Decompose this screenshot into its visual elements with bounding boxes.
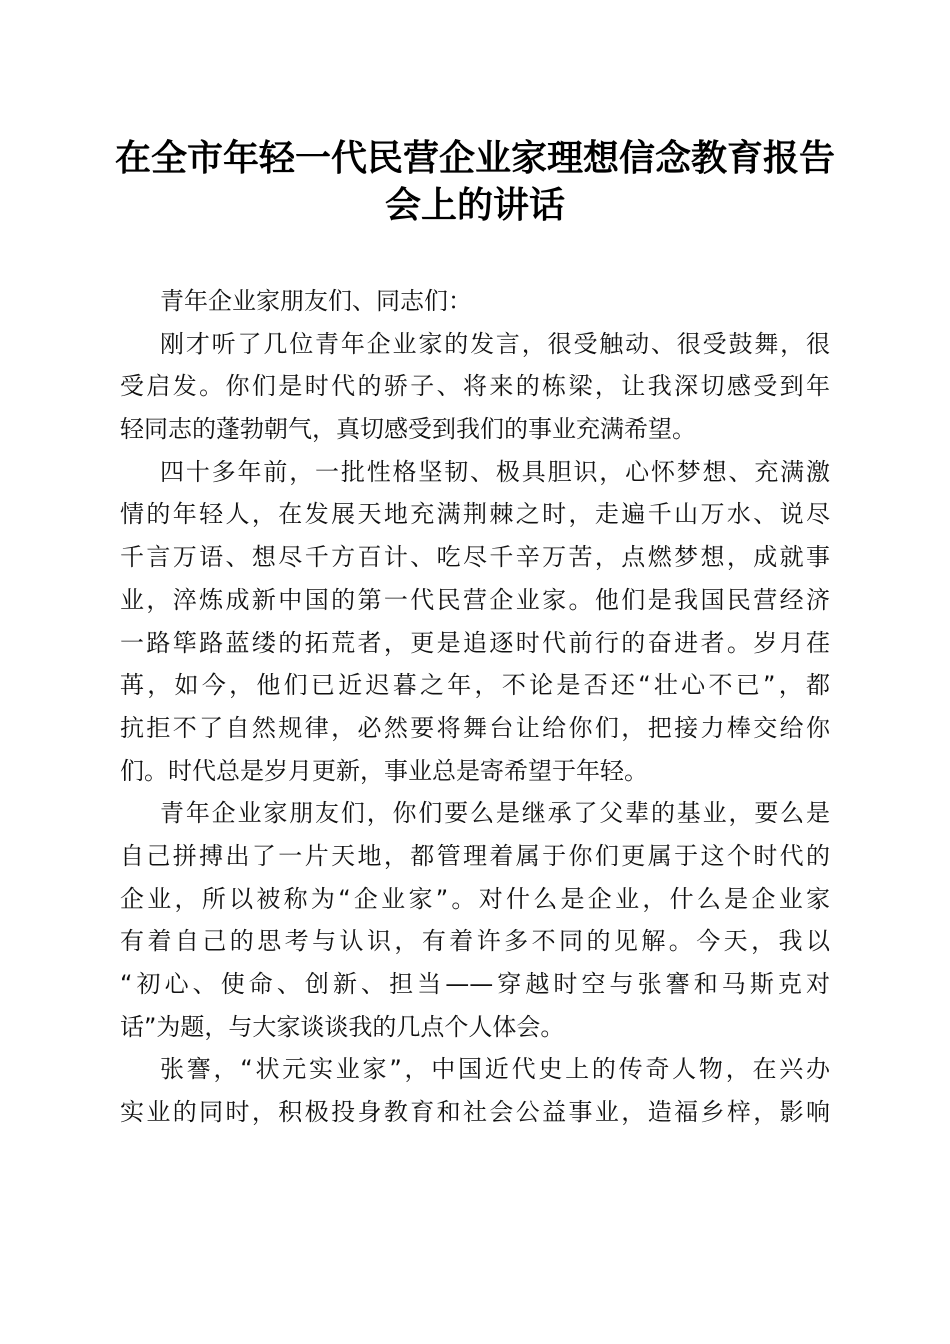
- text-line: 一路筚路蓝缕的拓荒者，更是追逐时代前行的奋进者。岁月荏: [120, 628, 830, 657]
- document-body: [120, 280, 830, 1134]
- text-line: 张謇，“状元实业家”，中国近代史上的传奇人物，在兴办: [160, 1055, 830, 1084]
- paragraph-4: [120, 1048, 830, 1133]
- text-line: 抗拒不了自然规律，必然要将舞台让给你们，把接力棒交给你: [120, 713, 830, 742]
- text-line: 业，淬炼成新中国的第一代民营企业家。他们是我国民营经济: [120, 585, 830, 614]
- paragraph-3: [120, 792, 830, 1048]
- text-line: 青年企业家朋友们，你们要么是继承了父辈的基业，要么是: [160, 799, 830, 828]
- document-title: [110, 135, 840, 229]
- text-line: 轻同志的蓬勃朝气，真切感受到我们的事业充满希望。: [120, 415, 696, 444]
- paragraph-salutation: [120, 280, 830, 323]
- text-line: 企业，所以被称为“企业家”。对什么是企业，什么是企业家: [120, 884, 830, 913]
- text-line: 刚才听了几位青年企业家的发言，很受触动、很受鼓舞，很: [160, 329, 830, 358]
- text-line: 们。时代总是岁月更新，事业总是寄希望于年轻。: [120, 756, 648, 785]
- text-line: 情的年轻人，在发展天地充满荆棘之时，走遍千山万水、说尽: [120, 500, 830, 529]
- text-line: 千言万语、想尽千方百计、吃尽千辛万苦，点燃梦想，成就事: [120, 543, 830, 572]
- text-line: “初心、使命、创新、担当——穿越时空与张謇和马斯克对: [120, 970, 830, 998]
- paragraph-1: [120, 323, 830, 451]
- text-line: 苒，如今，他们已近迟暮之年，不论是否还“壮心不已”，都: [120, 671, 830, 700]
- text-line: 自己拼搏出了一片天地，都管理着属于你们更属于这个时代的: [120, 841, 830, 870]
- text-line: 话”为题，与大家谈谈我的几点个人体会。: [120, 1012, 565, 1041]
- text-line: 有着自己的思考与认识，有着许多不同的见解。今天，我以: [120, 927, 830, 956]
- text-line: 青年企业家朋友们、同志们：: [160, 287, 472, 315]
- text-line: 四十多年前，一批性格坚韧、极具胆识，心怀梦想、充满激: [160, 457, 830, 486]
- text-line: 受启发。你们是时代的骄子、将来的栋梁，让我深切感受到年: [120, 372, 830, 401]
- text-line: 实业的同时，积极投身教育和社会公益事业，造福乡梓，影响: [120, 1098, 830, 1127]
- paragraph-2: [120, 451, 830, 793]
- title-line: 在全市年轻一代民营企业家理想信念教育报告: [114, 137, 835, 179]
- title-line: 会上的讲话: [384, 184, 565, 226]
